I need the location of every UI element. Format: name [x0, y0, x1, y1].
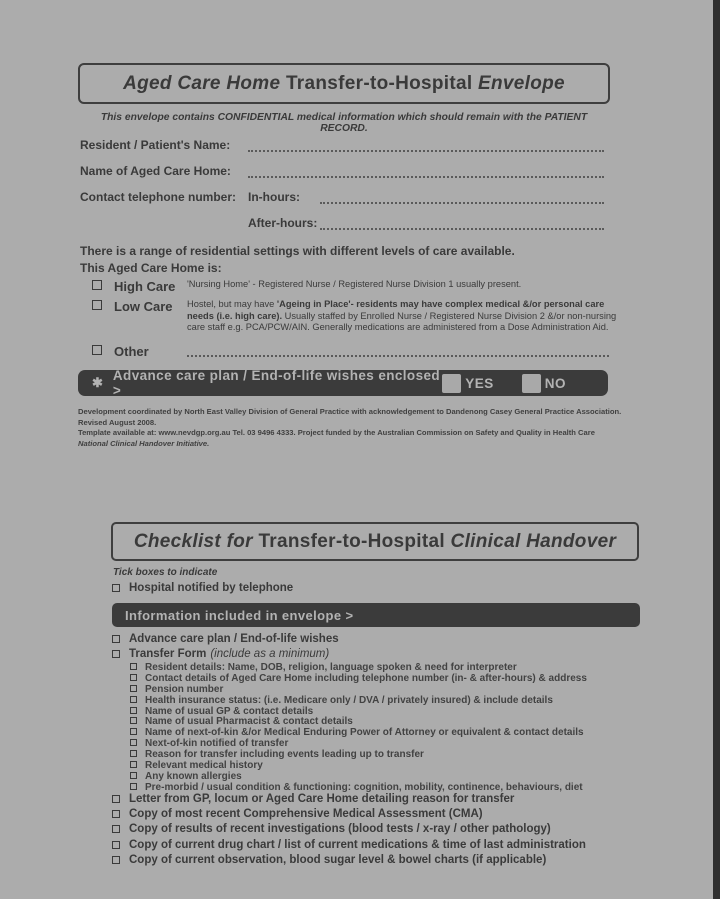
resident-name-row: [80, 138, 604, 152]
in-hours-label: In-hours:: [248, 190, 300, 204]
checklist-item-transfer-form: [112, 648, 657, 663]
item-checkbox[interactable]: [112, 856, 120, 864]
sub-item-checkbox[interactable]: [130, 728, 137, 735]
sub-item-label: Name of usual Pharmacist & contact details: [145, 716, 353, 728]
high-care-description: 'Nursing Home' - Registered Nurse / Registered Nurse Division 1 usually present.: [187, 279, 522, 289]
checklist-item: [112, 839, 657, 854]
transfer-form-note: (include as a minimum): [210, 647, 330, 660]
yes-checkbox[interactable]: [442, 374, 461, 393]
sub-item-checkbox[interactable]: [130, 783, 137, 790]
footnote-line2: [78, 428, 623, 449]
low-care-desc-plain2: Usually staffed by Enrolled Nurse / Registered Nurse Division 2 &/or non-nursing care staff e.g. PCA/PCW/AIN. Generally medications are administered from a Dose Administration Aid.: [187, 310, 617, 332]
sub-item-checkbox[interactable]: [130, 717, 137, 724]
checklist-title-part2: Transfer-to-Hospital: [252, 530, 451, 552]
footnote-line2-plain: Template available at: www.nevdgp.org.au Tel. 03 9496 4333. Project funded by the Australian Commission on Safety and Quality in Health Care: [78, 428, 595, 437]
advance-bar-label: Advance care plan / End-of-life wishes enclosed >: [112, 368, 441, 398]
high-care-option: [92, 279, 619, 294]
hospital-notified-row: [112, 582, 293, 594]
checklist-sub-item: [130, 673, 657, 684]
sub-item-label: Relevant medical history: [145, 760, 263, 772]
sub-item-checkbox[interactable]: [130, 772, 137, 779]
item-checkbox[interactable]: [112, 825, 120, 833]
checklist-sub-item: [130, 738, 657, 749]
care-intro-line1: There is a range of residential settings with different levels of care available.: [80, 244, 515, 258]
sub-item-label: Reason for transfer including events leading up to transfer: [145, 749, 424, 761]
sub-item-checkbox[interactable]: [130, 739, 137, 746]
care-intro-line2: This Aged Care Home is:: [80, 261, 222, 275]
high-care-label: High Care: [114, 279, 176, 294]
advance-plan-label: Advance care plan / End-of-life wishes: [129, 633, 339, 645]
envelope-title-part3: Envelope: [478, 72, 565, 94]
envelope-title-part1: Aged Care Home: [123, 72, 281, 94]
scan-edge-shadow: [713, 0, 720, 899]
item-checkbox[interactable]: [112, 841, 120, 849]
resident-name-input-line[interactable]: [248, 140, 604, 152]
checklist-sub-item: [130, 760, 657, 771]
item-label: Letter from GP, locum or Aged Care Home detailing reason for transfer: [129, 792, 515, 805]
sub-item-checkbox[interactable]: [130, 674, 137, 681]
checklist-sub-item: [130, 662, 657, 673]
sub-item-label: Health insurance status: (i.e. Medicare only / DVA / privately insured) & include details: [145, 694, 553, 706]
sub-item-label: Pension number: [145, 683, 224, 695]
high-care-checkbox[interactable]: [92, 280, 102, 290]
footnote-line2-italic: National Clinical Handover Initiative.: [78, 438, 210, 448]
sub-item-label: Any known allergies: [145, 770, 242, 782]
item-checkbox[interactable]: [112, 810, 120, 818]
sub-item-label: Resident details: Name, DOB, religion, language spoken & need for interpreter: [145, 662, 517, 673]
info-included-bar: [112, 603, 640, 627]
transfer-form-checkbox[interactable]: [112, 650, 120, 658]
phone-in-hours-row: [80, 190, 604, 204]
in-hours-input-line[interactable]: [320, 192, 604, 204]
no-checkbox[interactable]: [522, 374, 541, 393]
tick-boxes-note: Tick boxes to indicate: [113, 567, 218, 578]
item-label: Copy of results of recent investigations (blood tests / x-ray / other pathology): [129, 823, 551, 836]
sub-item-label: Name of next-of-kin &/or Medical Enduring Power of Attorney or equivalent & contact details: [145, 727, 584, 739]
care-intro: [80, 243, 620, 277]
checklist-sub-item: [130, 695, 657, 706]
low-care-option: [92, 299, 619, 334]
checklist-title-part1: Checklist for: [133, 530, 253, 552]
checklist-item-advance: [112, 633, 657, 648]
checklist-sub-item: [130, 706, 657, 717]
phone-label: Contact telephone number:: [80, 190, 237, 204]
sub-item-label: Name of usual GP & contact details: [145, 705, 314, 717]
home-name-row: [80, 164, 604, 178]
other-care-input-line[interactable]: [187, 344, 609, 357]
low-care-desc-plain1: Hostel, but may have: [187, 299, 277, 309]
checklist-sub-item: [130, 771, 657, 782]
checklist-title-part3: Clinical Handover: [450, 530, 617, 552]
asterisk-icon: ✱: [92, 375, 103, 390]
checklist-item: [112, 793, 657, 808]
item-label: Copy of current observation, blood sugar level & bowel charts (if applicable): [129, 854, 547, 867]
sub-item-checkbox[interactable]: [130, 750, 137, 757]
hospital-notified-label: Hospital notified by telephone: [129, 582, 294, 594]
resident-name-label: Resident / Patient's Name:: [80, 138, 231, 152]
home-name-input-line[interactable]: [248, 166, 604, 178]
transfer-form-label: Transfer Form: [129, 647, 207, 660]
low-care-desc-bold: 'Ageing in Place'- residents may have complex medical &/or personal care needs (i.e. high care).: [187, 299, 605, 321]
advance-plan-checkbox[interactable]: [112, 635, 120, 643]
advance-care-plan-bar: [78, 370, 608, 396]
envelope-title-box: [78, 63, 610, 104]
sub-item-checkbox[interactable]: [130, 696, 137, 703]
no-label: NO: [544, 375, 566, 391]
checklist-sub-item: [130, 727, 657, 738]
sub-item-label: Contact details of Aged Care Home including telephone number (in- & after-hours) & address: [145, 672, 587, 684]
sub-item-checkbox[interactable]: [130, 685, 137, 692]
after-hours-label: After-hours:: [248, 216, 318, 230]
checklist-item: [112, 854, 657, 869]
envelope-fields: [80, 138, 604, 242]
low-care-label: Low Care: [114, 299, 173, 314]
after-hours-input-line[interactable]: [320, 218, 604, 230]
phone-after-hours-row: [80, 216, 604, 230]
low-care-checkbox[interactable]: [92, 300, 102, 310]
checklist-sub-item: [130, 684, 657, 695]
sub-item-checkbox[interactable]: [130, 663, 137, 670]
checklist-item: [112, 823, 657, 838]
item-checkbox[interactable]: [112, 795, 120, 803]
sub-item-label: Pre-morbid / usual condition & functioning: cognition, mobility, continence, behaviours, diet: [145, 781, 583, 793]
footnote-line1: Development coordinated by North East Valley Division of General Practice with acknowledgement to Dandenong Casey General Practice Association. Revised August 2008.: [78, 407, 622, 427]
hospital-notified-checkbox[interactable]: [112, 584, 120, 592]
sub-item-checkbox[interactable]: [130, 761, 137, 768]
item-label: Copy of most recent Comprehensive Medical Assessment (CMA): [129, 808, 483, 821]
checklist-title-box: [111, 522, 639, 561]
checklist-sub-item: [130, 782, 657, 793]
envelope-title-part2: Transfer-to-Hospital: [280, 72, 479, 94]
sub-item-checkbox[interactable]: [130, 707, 137, 714]
other-care-option: [92, 344, 609, 359]
item-label: Copy of current drug chart / list of current medications & time of last administration: [129, 838, 586, 851]
other-care-checkbox[interactable]: [92, 345, 102, 355]
info-bar-label: Information included in envelope >: [125, 607, 354, 623]
home-name-label: Name of Aged Care Home:: [80, 164, 231, 178]
checklist-item: [112, 808, 657, 823]
confidential-note: This envelope contains CONFIDENTIAL medical information which should remain with the PATIENT RECORD.: [100, 112, 588, 134]
other-care-label: Other: [114, 344, 149, 359]
low-care-description: [187, 299, 619, 334]
yes-label: YES: [465, 375, 494, 391]
checklist-items: [112, 633, 657, 870]
footnote: [78, 407, 623, 449]
sub-item-label: Next-of-kin notified of transfer: [145, 738, 289, 750]
checklist-sub-item: [130, 749, 657, 760]
checklist-sub-item: [130, 716, 657, 727]
